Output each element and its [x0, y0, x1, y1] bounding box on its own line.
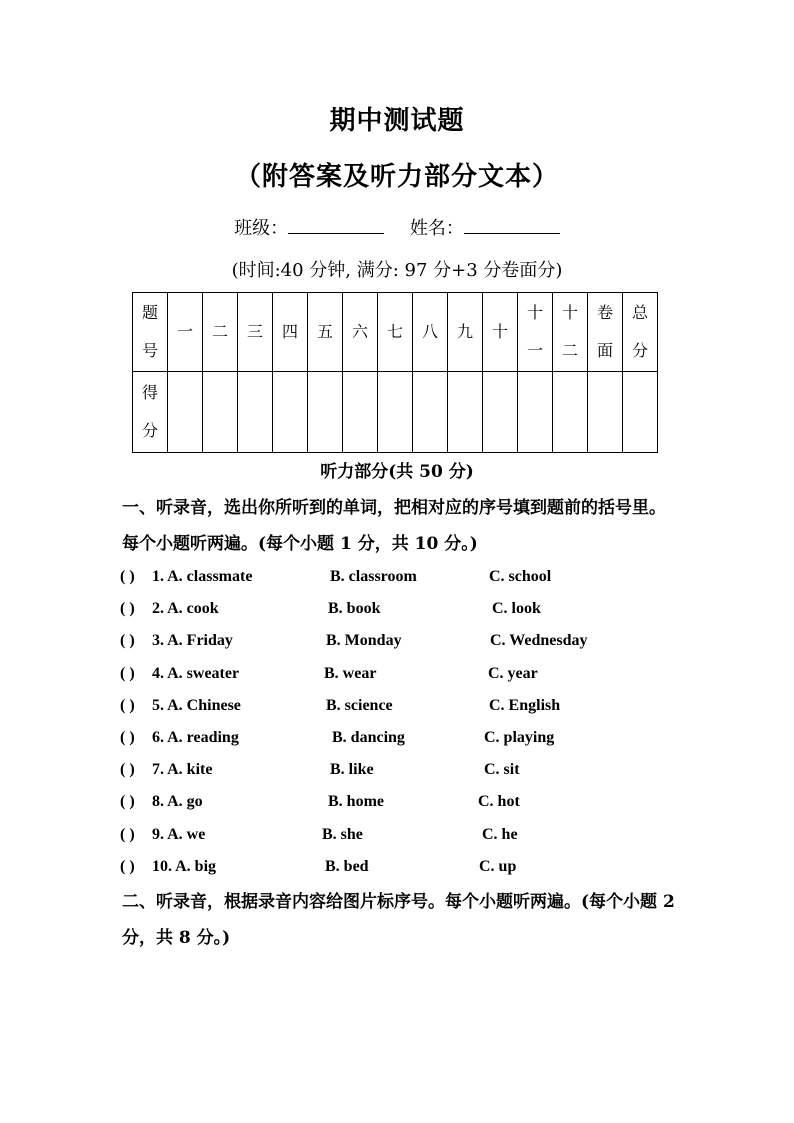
score-cell[interactable] [448, 372, 483, 453]
option-b: B. bed [325, 858, 369, 875]
page-title: 期中测试题 [329, 106, 465, 136]
class-label: 班级： [234, 218, 289, 239]
column-header: 十 一 [518, 293, 553, 372]
column-header: 四 [273, 293, 308, 372]
score-cell[interactable] [518, 372, 553, 453]
row-header-question: 题 号 [133, 293, 168, 372]
score-cell[interactable] [623, 372, 658, 453]
option-a: 9. A. we [152, 826, 206, 843]
column-header: 总 分 [623, 293, 658, 372]
column-header: 一 [168, 293, 203, 372]
column-header: 二 [203, 293, 238, 372]
page-subtitle: （附答案及听力部分文本） [234, 162, 559, 192]
option-c: C. sit [484, 761, 520, 778]
row-header-score: 得 分 [133, 372, 168, 453]
score-cell[interactable] [483, 372, 518, 453]
option-c: C. English [489, 697, 561, 714]
table-row [133, 293, 658, 372]
score-cell[interactable] [553, 372, 588, 453]
option-b: B. like [330, 761, 374, 778]
option-c: C. playing [484, 729, 555, 746]
score-cell[interactable] [343, 372, 378, 453]
score-cell[interactable] [588, 372, 623, 453]
score-cell[interactable] [308, 372, 343, 453]
class-field[interactable] [288, 215, 384, 234]
answer-bracket[interactable]: ( ) [120, 600, 135, 617]
option-a: 8. A. go [152, 793, 203, 810]
column-header: 七 [378, 293, 413, 372]
column-header: 八 [413, 293, 448, 372]
option-b: B. wear [324, 665, 377, 682]
answer-bracket[interactable]: ( ) [120, 826, 135, 843]
score-cell[interactable] [238, 372, 273, 453]
option-b: B. dancing [332, 729, 405, 746]
option-b: B. classroom [330, 568, 417, 585]
option-a: 1. A. classmate [152, 568, 253, 585]
option-a: 6. A. reading [152, 729, 239, 746]
column-header: 三 [238, 293, 273, 372]
answer-bracket[interactable]: ( ) [120, 632, 135, 649]
column-header: 十 二 [553, 293, 588, 372]
table-row [133, 372, 658, 453]
answer-bracket[interactable]: ( ) [120, 697, 135, 714]
part1-instruction: 一、听录音，选出你所听到的单词，把相对应的序号填到题前的括号里。每个小题听两遍。(每个小题 1 分，共 10 分。) [122, 498, 666, 554]
answer-bracket[interactable]: ( ) [120, 729, 135, 746]
column-header: 六 [343, 293, 378, 372]
name-field[interactable] [464, 215, 560, 234]
option-b: B. science [326, 697, 393, 714]
answer-bracket[interactable]: ( ) [120, 761, 135, 778]
column-header: 九 [448, 293, 483, 372]
listening-section-title: 听力部分(共 50 分) [320, 462, 474, 482]
option-a: 7. A. kite [152, 761, 213, 778]
name-label: 姓名： [409, 218, 464, 239]
option-c: C. look [492, 600, 541, 617]
student-info-line [0, 214, 794, 240]
answer-bracket[interactable]: ( ) [120, 858, 135, 875]
option-c: C. he [482, 826, 518, 843]
option-a: 4. A. sweater [152, 665, 240, 682]
option-c: C. hot [478, 793, 520, 810]
option-c: C. year [488, 665, 538, 682]
answer-bracket[interactable]: ( ) [120, 665, 135, 682]
part2-instruction: 二、听录音，根据录音内容给图片标序号。每个小题听两遍。(每个小题 2 分，共 8 分。) [122, 892, 675, 948]
time-info: (时间:40 分钟, 满分: 97 分+3 分卷面分) [231, 260, 563, 281]
option-b: B. book [328, 600, 381, 617]
score-cell[interactable] [168, 372, 203, 453]
option-a: 5. A. Chinese [152, 697, 241, 714]
option-a: 10. A. big [152, 858, 217, 875]
column-header: 五 [308, 293, 343, 372]
score-table [132, 292, 658, 453]
score-cell[interactable] [273, 372, 308, 453]
option-b: B. Monday [326, 632, 402, 649]
score-cell[interactable] [378, 372, 413, 453]
option-c: C. Wednesday [490, 632, 588, 649]
column-header: 十 [483, 293, 518, 372]
score-cell[interactable] [413, 372, 448, 453]
column-header: 卷 面 [588, 293, 623, 372]
answer-bracket[interactable]: ( ) [120, 568, 135, 585]
option-a: 3. A. Friday [152, 632, 233, 649]
option-b: B. she [322, 826, 363, 843]
score-cell[interactable] [203, 372, 238, 453]
answer-bracket[interactable]: ( ) [120, 793, 135, 810]
option-c: C. school [489, 568, 552, 585]
option-c: C. up [479, 858, 517, 875]
option-a: 2. A. cook [152, 600, 219, 617]
option-b: B. home [328, 793, 384, 810]
